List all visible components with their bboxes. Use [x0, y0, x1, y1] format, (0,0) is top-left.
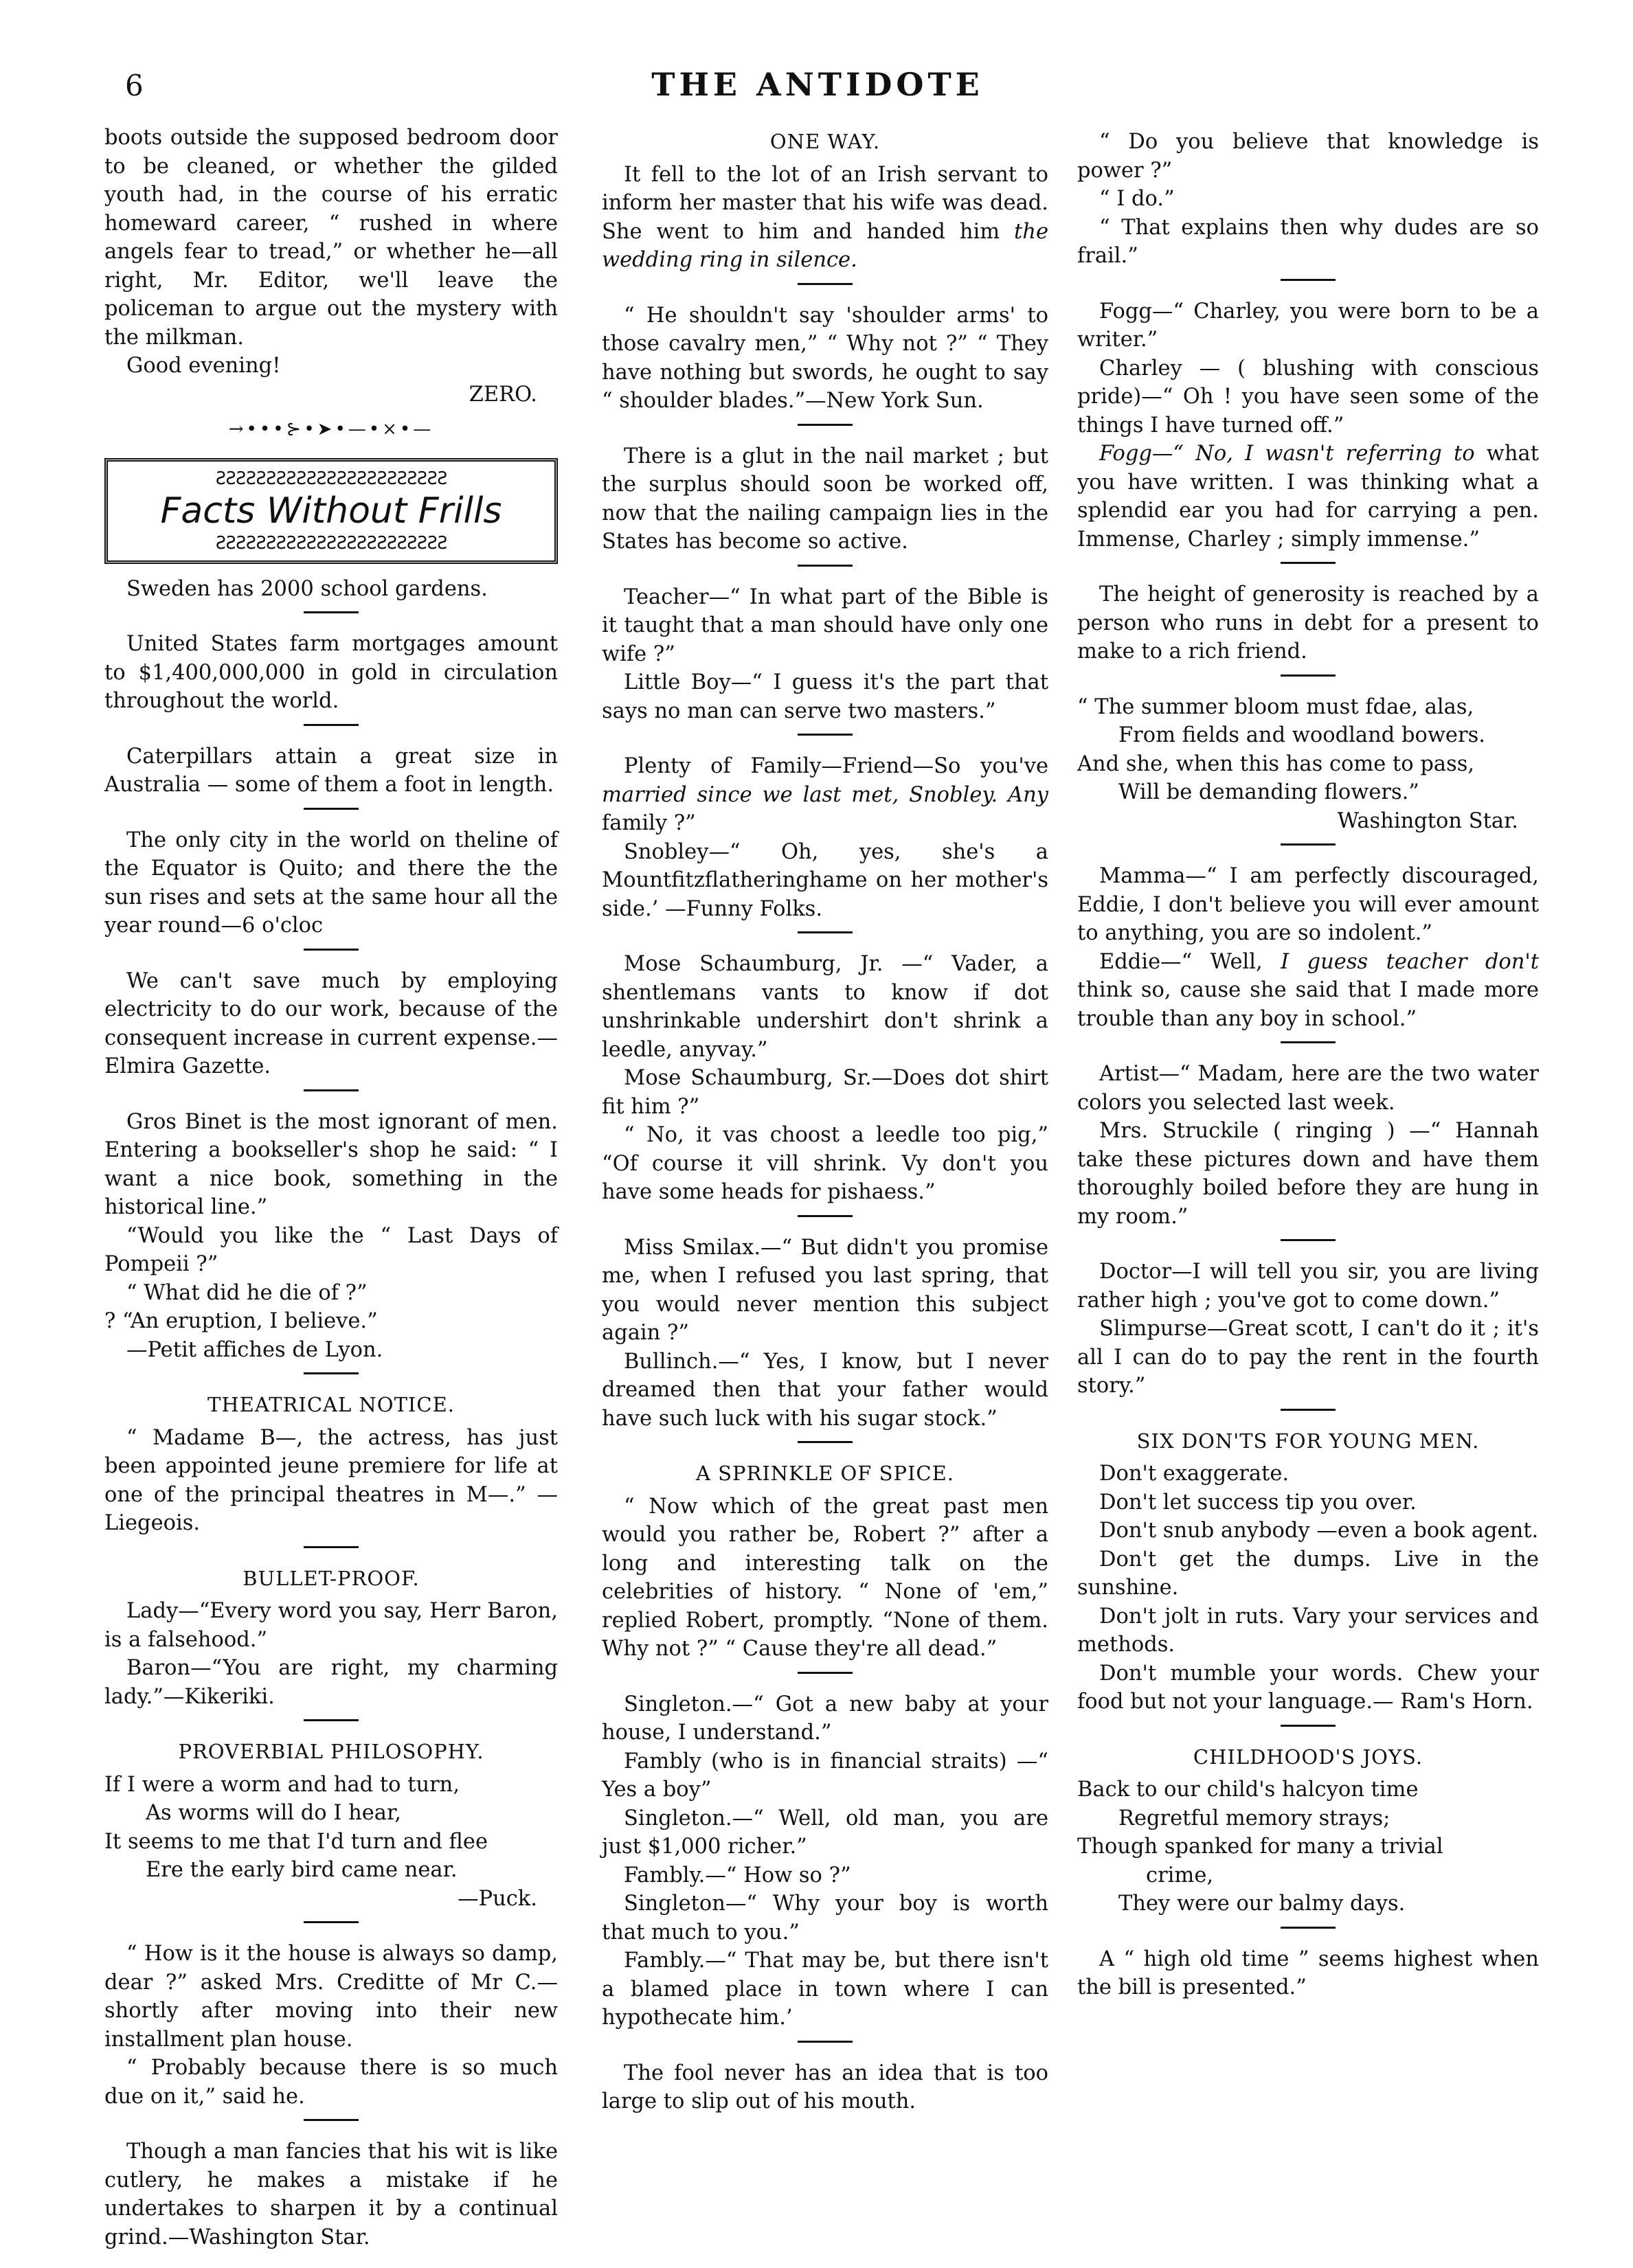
knowledge-1: “ Do you believe that knowledge is power ?” — [1077, 130, 1539, 183]
artist-1: Artist—“ Madam, here are the two water colors you selected last week. — [1077, 1062, 1539, 1115]
damp-house-2: “ Probably because there is so much due on it,” said he. — [104, 2056, 558, 2109]
baby-6: Fambly.—“ That may be, but there isn't a blamed place in town where I can hypothecate him.’ — [602, 1949, 1048, 2030]
baby-1: Singleton.—“ Got a new baby at your house, I understand.” — [602, 1692, 1048, 1745]
verse-line: They were our balmy days. — [1118, 1892, 1406, 1916]
smilax-2: Bullinch.—“ Yes, I know, but I never dreamed then that your father would have such luck with his sugar stock.” — [602, 1349, 1048, 1431]
mamma-2-c: think so, cause she said that I made more trouble than any boy in school.” — [1077, 978, 1539, 1031]
farewell-line: Good evening! — [126, 354, 281, 378]
verse-line: Though spanked for many a trivial — [1077, 1835, 1443, 1859]
plenty-of-family-2: Snobley—“ Oh, yes, she's a Mountfitzflatheringhame on her mother's side.’ —Funny Folks. — [602, 839, 1048, 921]
greek-key-border-bottom: ƧƧƧƧƧƧƧƧƧƧƧƧƧƧƧƧƧƧƧƧƧƧƧ — [215, 532, 447, 554]
facts-without-frills-title: Facts Without Frills — [160, 490, 502, 532]
doctor-1: Doctor—I will tell you sir, you are living rather high ; you've got to come down.” — [1077, 1260, 1539, 1313]
ornament-divider: →•••⊱•➤•—•×•— — [228, 419, 434, 440]
fact-quito: The only city in the world on theline of the Equator is Quito; and there the the sun rises and sets at the same hour all the year round—6 o'cloc — [104, 828, 558, 938]
mamma-1: Mamma—“ I am perfectly discouraged, Eddie, I don't believe you will ever amount to anything, you are so indolent.” — [1077, 864, 1539, 945]
fool-idea: The fool never has an idea that is too large to slip out of his mouth. — [602, 2061, 1048, 2113]
verse-line: As worms will do I hear, — [146, 1801, 401, 1825]
fact-electricity: We can't save much by employing electricity to do our work, because of the consequent increase in current expense.—Elmira Gazette. — [104, 968, 558, 1078]
fogg-3-italic: Fogg—“ No, I wasn't referring to — [1099, 442, 1475, 466]
summer-bloom-source: Washington Star. — [1337, 808, 1518, 833]
gros-binet-4: ? “An eruption, I believe.” — [104, 1309, 378, 1333]
bullet-proof-heading: BULLET-PROOF. — [243, 1566, 420, 1590]
gros-binet-source: —Petit affiches de Lyon. — [126, 1337, 383, 1362]
plenty-of-family-1 — [602, 752, 1048, 838]
masthead-title: THE ANTIDOTE — [651, 66, 984, 103]
plenty-text-c: family ?” — [602, 811, 696, 835]
dont-3: Don't snub anybody —even a book agent. — [1099, 1519, 1539, 1543]
greek-key-border-top: ƧƧƧƧƧƧƧƧƧƧƧƧƧƧƧƧƧƧƧƧƧƧƧ — [215, 468, 447, 489]
verse-line: And she, when this has come to pass, — [1077, 751, 1475, 776]
fogg-3 — [1077, 440, 1539, 554]
mamma-2-a: Eddie—“ Well, — [1099, 949, 1281, 974]
mose-3: “ No, it vas choost a leedle too pig,” “Of course it vill shrink. Vy don't you have some heads for pishaess.” — [602, 1123, 1048, 1204]
baby-3: Singleton.—“ Well, old man, you are just $1,000 richer.” — [602, 1806, 1048, 1859]
zero-letter-ending: boots outside the supposed bedroom door to be cleaned, or whether the gilded youth had, in the course of his erratic homeward career, “ rushed in where angels fear to tread,” or whether he—all right, Mr. Editor, we'll leave the policeman to argue out the mystery with the milkman. — [104, 126, 558, 350]
bullet-proof-1: Lady—“Every word you say, Herr Baron, is a falsehood.” — [104, 1599, 558, 1652]
proverbial-philosophy-heading: PROVERBIAL PHILOSOPHY. — [178, 1740, 484, 1763]
verse-line: If I were a worm and had to turn, — [104, 1772, 460, 1797]
generosity: The height of generosity is reached by a person who runs in debt for a present to make to a rich friend. — [1077, 582, 1539, 664]
baby-4: Fambly.—“ How so ?” — [624, 1863, 851, 1887]
page-number: 6 — [125, 69, 144, 102]
sprinkle-of-spice-text: “ Now which of the great past men would you rather be, Robert ?” after a long and interesting talk on the celebrities of history. “ None of 'em,” replied Robert, promptly. “None of them. Why not ?” “ Cause they're all dead.” — [602, 1494, 1048, 1661]
damp-house-1: “ How is it the house is always so damp, dear ?” asked Mrs. Creditte of Mr C.— shortly after moving into their new installment plan house. — [104, 1942, 558, 2052]
plenty-text-a: Plenty of Family—Friend—So you've — [624, 754, 1048, 778]
proverb-source: —Puck. — [458, 1886, 537, 1911]
verse-line: “ The summer bloom must fdae, alas, — [1077, 694, 1474, 719]
column-2 — [602, 128, 1048, 2133]
verse-line: From fields and woodland bowers. — [1118, 723, 1485, 747]
gros-binet-3: “ What did he die of ?” — [126, 1280, 368, 1305]
dont-2: Don't let success tip you over. — [1099, 1490, 1417, 1515]
doctor-2: Slimpurse—Great scott, I can't do it ; it's all I can do to pay the rent in the fourth story.” — [1077, 1317, 1539, 1398]
wit-cutlery: Though a man fancies that his wit is like cutlery, he makes a mistake if he undertakes to sharpen it by a continual grind.—Washington Star. — [104, 2140, 558, 2249]
signature-zero: ZERO. — [469, 382, 537, 407]
facts-without-frills-banner — [104, 458, 558, 564]
plenty-text-b: married since we last met, Snobley. Any — [602, 782, 1048, 807]
one-way-heading: ONE WAY. — [769, 130, 881, 153]
fact-sweden: Sweden has 2000 school gardens. — [126, 576, 488, 601]
gros-binet-1: Gros Binet is the most ignorant of men. Entering a bookseller's shop he said: “ I want a nice book, something in the historical line.” — [104, 1109, 558, 1219]
dont-4: Don't get the dumps. Live in the sunshine. — [1077, 1547, 1539, 1600]
mamma-2-b: I guess teacher don't — [1281, 949, 1540, 974]
knowledge-3: “ That explains then why dudes are so frail.” — [1077, 215, 1539, 268]
bullet-proof-2: Baron—“You are right, my charming lady.”—Kikeriki. — [104, 1656, 558, 1709]
one-way-text — [602, 161, 1048, 275]
high-old-time: A “ high old time ” seems highest when the bill is presented.” — [1077, 1947, 1539, 1999]
one-way-text-italic: the wedding ring in silence. — [602, 219, 1048, 272]
mamma-2 — [1077, 948, 1539, 1034]
theatrical-notice-heading: THEATRICAL NOTICE. — [207, 1393, 455, 1416]
sprinkle-of-spice-heading: A SPRINKLE OF SPICE. — [695, 1462, 955, 1485]
artist-2: Mrs. Struckile ( ringing ) —“ Hannah take these pictures down and have them thoroughly boiled before they are hung in my room.” — [1077, 1119, 1539, 1229]
theatrical-notice-text: “ Madame B—, the actress, has just been appointed jeune premiere for life at one of the principal theatres in M—.” —Liegeois. — [104, 1425, 558, 1535]
fact-caterpillars: Caterpillars attain a great size in Australia — some of them a foot in length. — [104, 744, 558, 797]
dont-5: Don't jolt in ruts. Vary your services and methods. — [1077, 1604, 1539, 1657]
verse-line: crime, — [1146, 1863, 1214, 1887]
proverbial-philosophy-verse — [104, 1771, 558, 1885]
dont-1: Don't exaggerate. — [1099, 1462, 1289, 1486]
one-way-text-body: It fell to the lot of an Irish servant to inform her master that his wife was dead. She went to him and handed him — [602, 162, 1048, 244]
column-3 — [1077, 128, 1539, 2019]
fogg-3-body: what you have written. I was thinking what a splendid ear you had for carrying a pen. Immense, Charley ; simply immense.” — [1077, 442, 1540, 552]
baby-5: Singleton—“ Why your boy is worth that much to you.” — [602, 1892, 1048, 1944]
teacher-bible-1: Teacher—“ In what part of the Bible is it taught that a man should have only one wife ?” — [602, 585, 1048, 666]
fogg-2: Charley — ( blushing with conscious pride)—“ Oh ! you have seen some of the things I have turned off.” — [1077, 356, 1539, 438]
knowledge-2: “ I do.” — [1099, 187, 1175, 211]
column-1 — [104, 124, 558, 2268]
six-donts-heading: SIX DON'TS FOR YOUNG MEN. — [1136, 1429, 1480, 1453]
smilax-1: Miss Smilax.—“ But didn't you promise me, when I refused you last spring, that you would never mention this subject again ?” — [602, 1235, 1048, 1345]
childhoods-joys-verse — [1077, 1776, 1539, 1918]
fact-mortgages: United States farm mortgages amount to $1,400,000,000 in gold in circulation throughout the world. — [104, 632, 558, 713]
teacher-bible-2: Little Boy—“ I guess it's the part that says no man can serve two masters.” — [602, 670, 1048, 723]
verse-line: Will be demanding flowers.” — [1118, 780, 1419, 804]
dont-6: Don't mumble your words. Chew your food but not your language.— Ram's Horn. — [1077, 1661, 1539, 1714]
mose-2: Mose Schaumburg, Sr.—Does dot shirt fit him ?” — [602, 1066, 1048, 1119]
verse-line: Back to our child's halcyon time — [1077, 1778, 1419, 1802]
nail-market: There is a glut in the nail market ; but the surplus should soon be worked off, now that the nailing campaign lies in the States has become so active. — [602, 444, 1048, 554]
summer-bloom-verse — [1077, 693, 1539, 807]
shoulder-blades: “ He shouldn't say 'shoulder arms' to those cavalry men,” “ Why not ?” “ They have nothing but swords, he ought to say “ shoulder blades.”—New York Sun. — [602, 303, 1048, 413]
mose-1: Mose Schaumburg, Jr. —“ Vader, a shentlemans vants to know if dot unshrinkable undershirt don't shrink a leedle, anyvay.” — [602, 952, 1048, 1062]
verse-line: Regretful memory strays; — [1118, 1806, 1390, 1830]
childhoods-joys-heading: CHILDHOOD'S JOYS. — [1193, 1745, 1423, 1769]
gros-binet-2: “Would you like the “ Last Days of Pompeii ?” — [104, 1223, 558, 1276]
verse-line: It seems to me that I'd turn and flee — [104, 1829, 488, 1854]
fogg-1: Fogg—“ Charley, you were born to be a writer.” — [1077, 299, 1539, 352]
baby-2: Fambly (who is in financial straits) —“ Yes a boy” — [602, 1749, 1048, 1802]
verse-line: Ere the early bird came near. — [146, 1858, 458, 1882]
